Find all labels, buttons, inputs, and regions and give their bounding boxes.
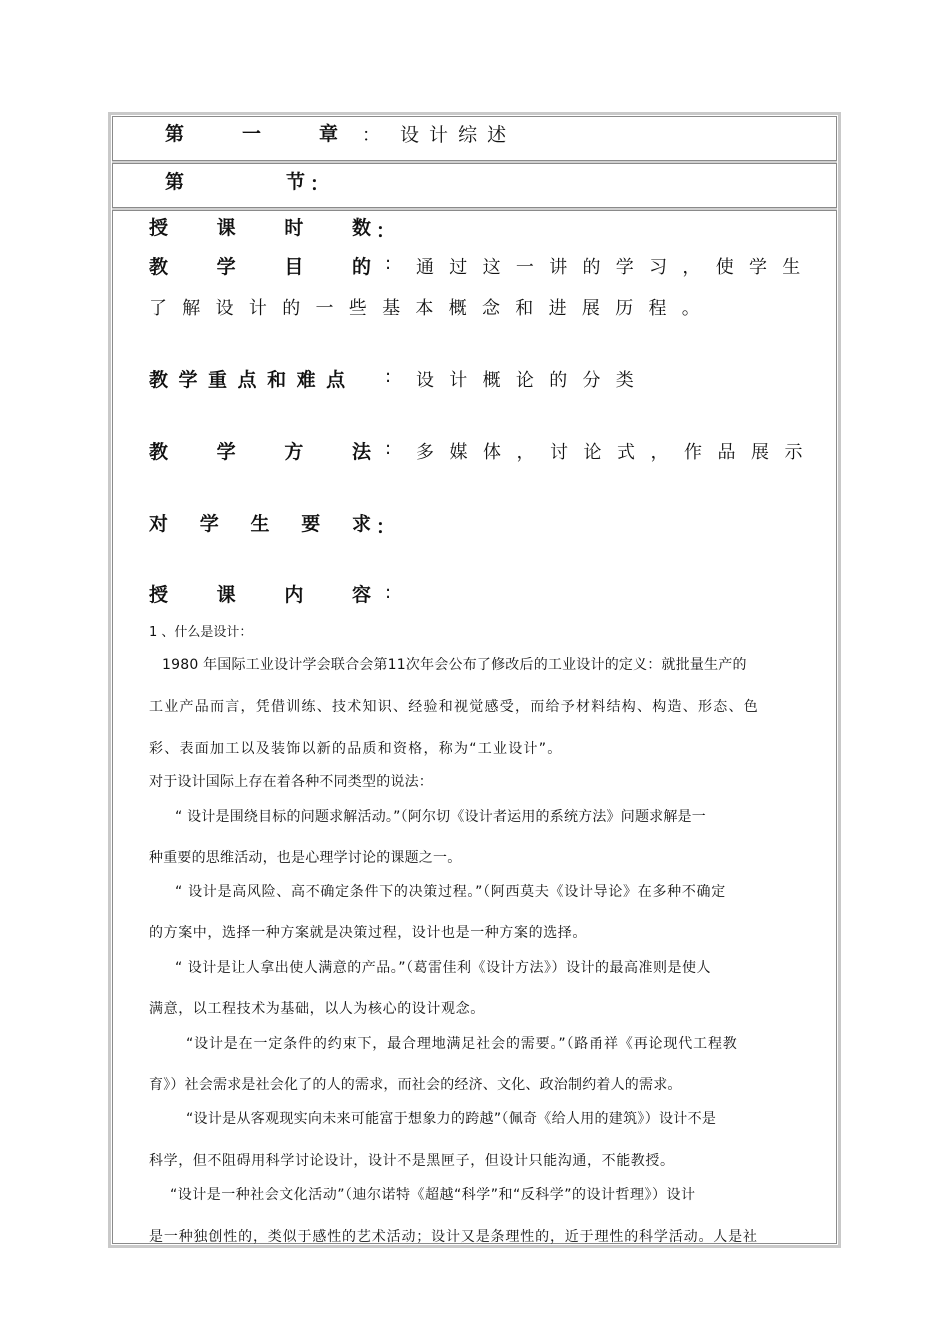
quote-line: 是一种独创性的，类似于感性的艺术活动；设计又是条理性的，近于理性的科学活动。人是社 [149, 1229, 758, 1245]
chapter-colon: ： [362, 125, 380, 146]
method-colon: : [385, 438, 392, 459]
hours-colon: ： [376, 220, 396, 242]
quote-line: “ 设计是围绕目标的问题求解活动。”（阿尔切《设计者运用的系统方法》问题求解是一 [175, 809, 706, 825]
method-label: 教 学 方 法 [149, 441, 371, 463]
quote-line: “设计是从客观现实向未来可能富于想象力的跨越”（佩奇《给人用的建筑》）设计不是 [186, 1111, 717, 1127]
quote-line: “ 设计是让人拿出使人满意的产品。”（葛雷佳利《设计方法》）设计的最高准则是使人 [175, 960, 711, 976]
chapter-label: 第 一 章 [165, 123, 338, 145]
content-label: 授 课 内 容 [149, 584, 371, 606]
method-value: 多媒体，讨论式，作品展示 [416, 442, 818, 463]
keypoints-label: 教学重点和难点 [149, 369, 356, 391]
quote-line: 的方案中，选择一种方案就是决策过程，设计也是一种方案的选择。 [149, 925, 587, 941]
keypoints-value: 设计概论的分类 [416, 370, 650, 391]
quote-line: 科学，但不阻碍用科学讨论设计，设计不是黑匣子，但设计只能沟通，不能教授。 [149, 1153, 675, 1169]
paragraph-line: 彩、表面加工以及装饰以新的品质和资格，称为“工业设计”。 [149, 741, 563, 757]
quote-line: 育》）社会需求是社会化了的人的需求，而社会的经济、文化、政治制约着人的需求。 [149, 1077, 682, 1093]
quote-line: 满意，以工程技术为基础，以人为核心的设计观念。 [149, 1001, 485, 1017]
objective-value: 通过这一讲的学习，使学生 [416, 257, 816, 278]
objective-value-cont: 了解设计的一些基本概念和进展历程。 [149, 298, 716, 319]
quote-line: “ 设计是高风险、高不确定条件下的决策过程。”（阿西莫夫《设计导论》在多种不确定 [175, 884, 726, 900]
header-divider [112, 160, 837, 164]
paragraph-line: 1980 年国际工业设计学会联合会第11次年会公布了修改后的工业设计的定义：就批量生产的 [162, 657, 747, 673]
requirement-colon: ： [376, 516, 396, 538]
paragraph-line: 对于设计国际上存在着各种不同类型的说法： [149, 774, 433, 790]
section-colon: ： [310, 173, 330, 195]
quote-line: “设计是在一定条件的约束下，最合理地满足社会的需要。”（路甬祥《再论现代工程教 [186, 1036, 738, 1052]
requirement-label: 对 学 生 要 求 [149, 513, 371, 535]
objective-colon: : [385, 253, 392, 274]
content-colon: : [385, 582, 392, 603]
section-heading: 1 、什么是设计： [149, 625, 253, 640]
section-divider [112, 207, 837, 211]
paragraph-line: 工业产品而言，凭借训练、技术知识、经验和视觉感受，而给予材料结构、构造、形态、色 [149, 699, 759, 715]
quote-line: “设计是一种社会文化活动”（迪尔诺特《超越“科学”和“反科学”的设计哲理》）设计 [170, 1187, 696, 1203]
quote-line: 种重要的思维活动，也是心理学讨论的课题之一。 [149, 850, 462, 866]
keypoints-colon: : [385, 366, 392, 387]
hours-label: 授 课 时 数 [149, 217, 371, 239]
section-label: 第 节 [165, 171, 305, 193]
chapter-title: 设 计 综 述 [400, 124, 509, 146]
objective-label: 教 学 目 的 [149, 256, 371, 278]
